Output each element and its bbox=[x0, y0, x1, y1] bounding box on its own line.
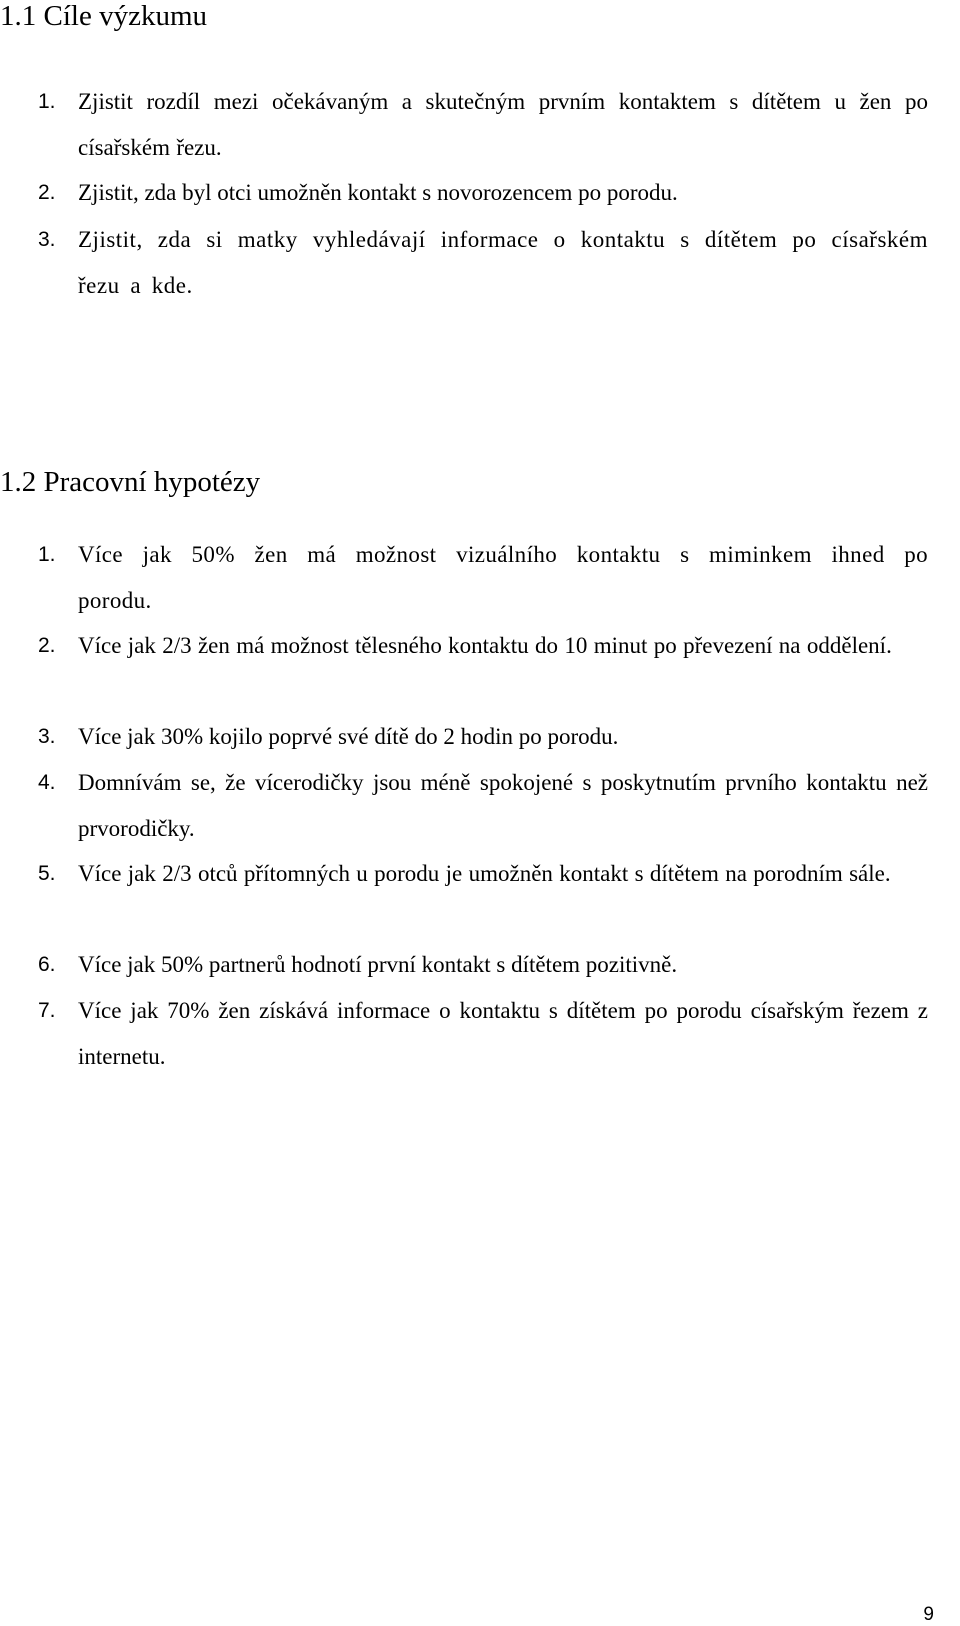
list-number: 2. bbox=[38, 634, 56, 657]
list-number: 2. bbox=[38, 181, 56, 204]
list-item-text: Více jak 2/3 žen má možnost tělesného kontaktu do 10 minut po převezení na oddělení. bbox=[78, 633, 892, 658]
list-item-text: Více jak 2/3 otců přítomných u porodu je umožněn kontakt s dítětem na porodním sále. bbox=[78, 861, 891, 886]
list-item-text: Více jak 70% žen získává informace o kontaktu s dítětem po porodu císařským řezem z internetu. bbox=[78, 998, 928, 1069]
list-number: 4. bbox=[38, 771, 56, 794]
list-item-text: Zjistit, zda byl otci umožněn kontakt s novorozencem po porodu. bbox=[78, 180, 678, 205]
list-item-text: Zjistit rozdíl mezi očekávaným a skutečným prvním kontaktem s dítětem u žen po císařském řezu. bbox=[78, 89, 928, 160]
page-number: 9 bbox=[923, 1604, 934, 1625]
section-heading-hypotheses: 1.2 Pracovní hypotézy bbox=[0, 466, 261, 498]
list-number: 1. bbox=[38, 543, 56, 566]
list-number: 1. bbox=[38, 90, 56, 113]
list-number: 7. bbox=[38, 999, 56, 1022]
list-number: 5. bbox=[38, 862, 56, 885]
list-item-text: Více jak 50% žen má možnost vizuálního kontaktu s miminkem ihned po porodu. bbox=[78, 542, 928, 613]
list-item-text: Domnívám se, že vícerodičky jsou méně spokojené s poskytnutím prvního kontaktu než prvorodičky. bbox=[78, 770, 928, 841]
list-item-text: Více jak 30% kojilo poprvé své dítě do 2 hodin po porodu. bbox=[78, 724, 619, 749]
list-item-text: Zjistit, zda si matky vyhledávají informace o kontaktu s dítětem po císařském řezu a kde. bbox=[78, 227, 928, 298]
section-heading-goals: 1.1 Cíle výzkumu bbox=[0, 0, 208, 32]
list-number: 3. bbox=[38, 725, 56, 748]
list-item-text: Více jak 50% partnerů hodnotí první kontakt s dítětem pozitivně. bbox=[78, 952, 678, 977]
list-number: 3. bbox=[38, 228, 56, 251]
list-number: 6. bbox=[38, 953, 56, 976]
